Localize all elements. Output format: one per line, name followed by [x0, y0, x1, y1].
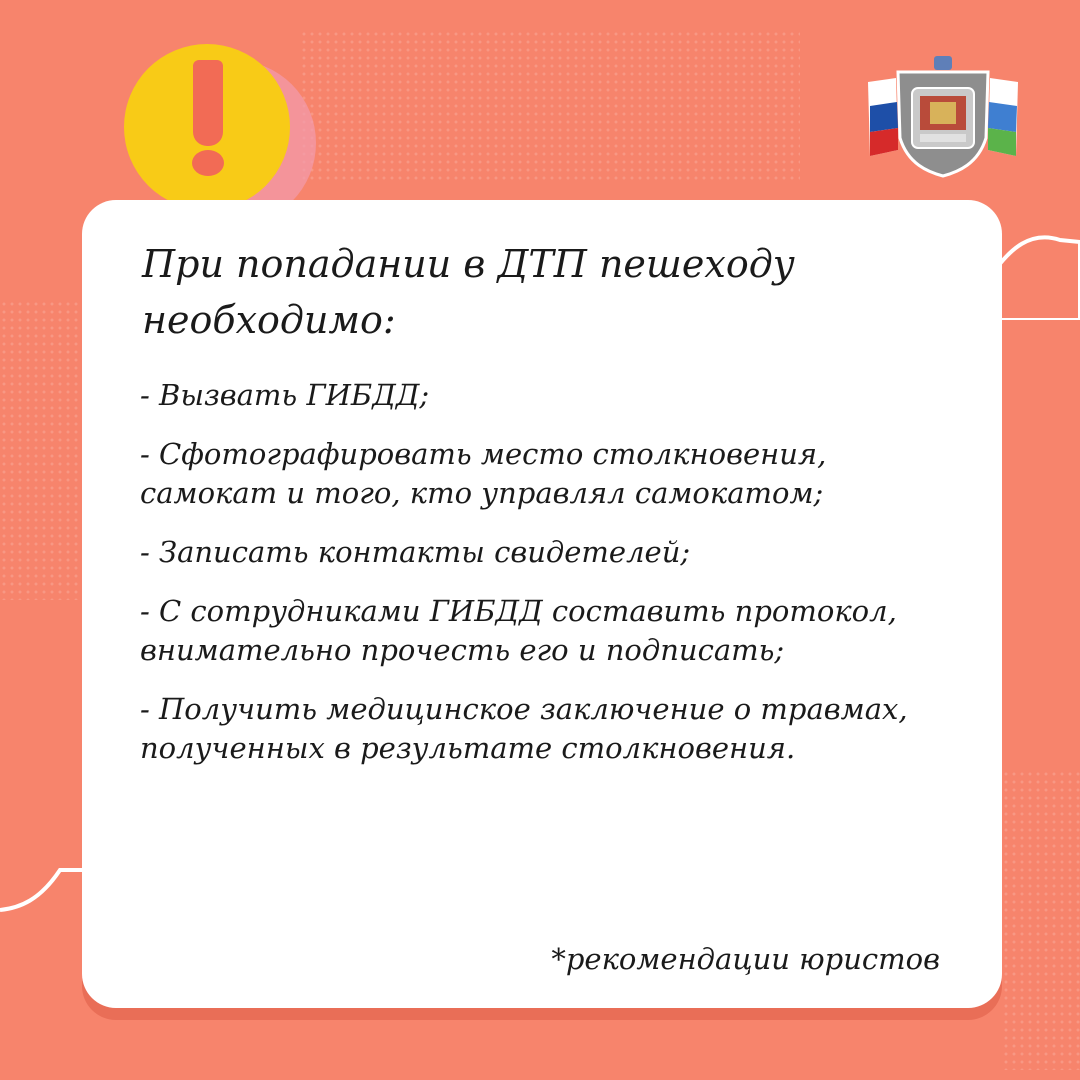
dot-pattern-right [1002, 770, 1080, 1070]
cloud-outline-icon [990, 210, 1080, 320]
gibdd-emblem-icon [858, 52, 1028, 178]
exclamation-dot [192, 150, 224, 176]
dot-pattern-left [0, 300, 80, 600]
footnote: *рекомендации юристов [551, 942, 940, 976]
list-item: - Записать контакты свидетелей; [140, 535, 691, 569]
list-item: - Сфотографировать место столкновения, самокат и того, кто управлял самокатом; [140, 437, 827, 510]
list-item: - Получить медицинское заключение о травмах, полученных в результате столкновения. [140, 692, 908, 765]
cloud-outline-icon [0, 860, 90, 970]
exclamation-bar [193, 60, 223, 146]
list-item: - Вызвать ГИБДД; [140, 378, 430, 412]
list-item: - С сотрудниками ГИБДД составить протокол, внимательно прочесть его и подписать; [140, 594, 897, 667]
recommendation-list [140, 376, 950, 788]
card-heading: При попадании в ДТП пешеходу необходимо: [142, 242, 795, 342]
info-card [82, 200, 1002, 1008]
dot-pattern-top [300, 30, 800, 180]
